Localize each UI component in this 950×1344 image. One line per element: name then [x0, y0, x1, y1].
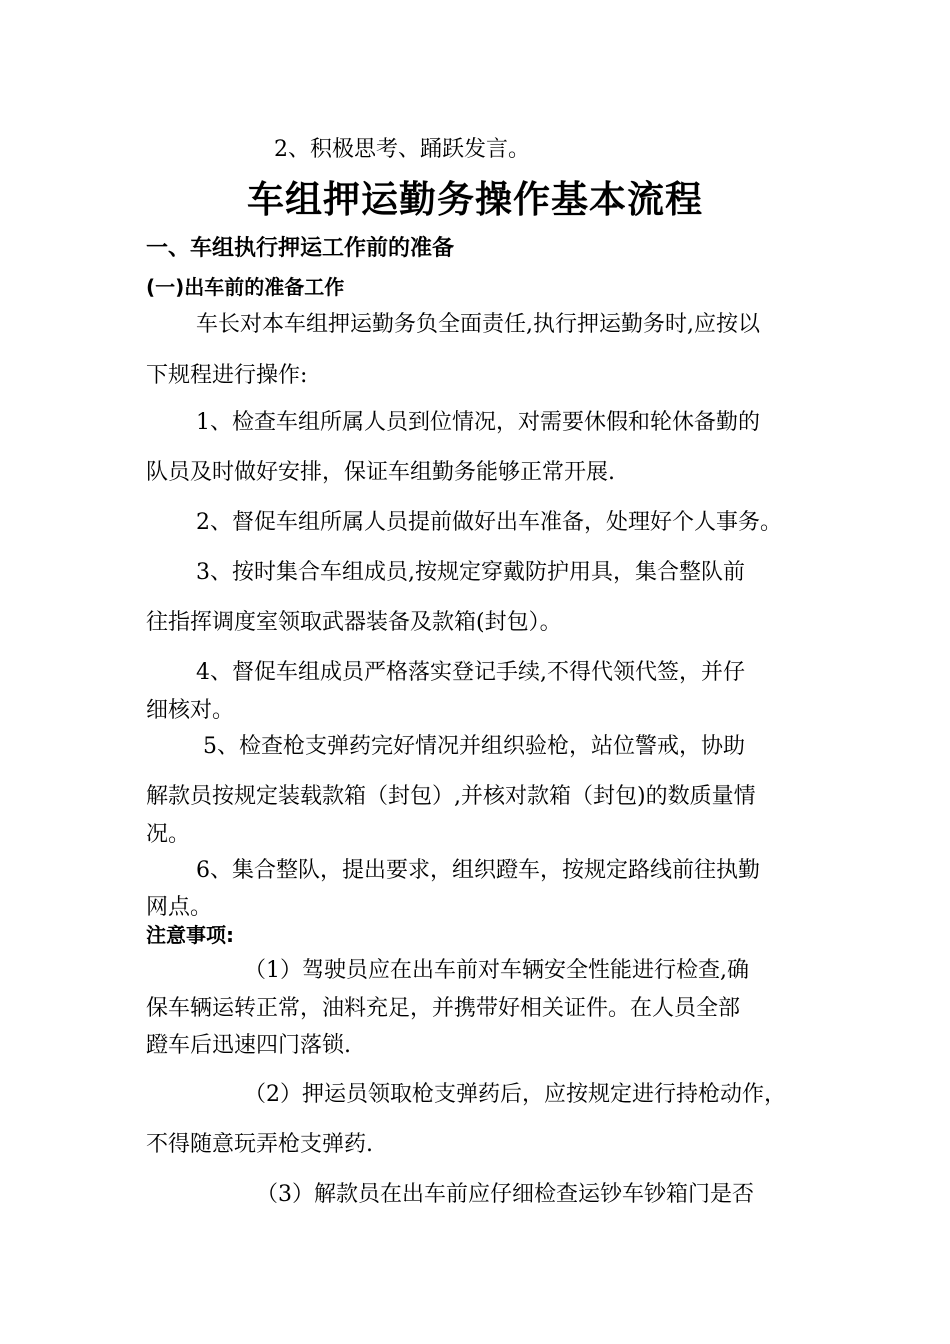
list-item-line: 4、督促车组成员严格落实登记手续,不得代领代签，并仔 — [196, 660, 745, 685]
note-line: （1）驾驶员应在出车前对车辆安全性能进行检查,确 — [244, 958, 749, 983]
note-line: （3）解款员在出车前应仔细检查运钞车钞箱门是否 — [256, 1182, 754, 1207]
list-item-line: 6、集合整队，提出要求，组织蹬车，按规定路线前往执勤 — [196, 858, 760, 883]
list-item-line: 3、按时集合车组成员,按规定穿戴防护用具，集合整队前 — [196, 560, 745, 585]
note-line: 蹬车后迅速四门落锁. — [146, 1033, 351, 1058]
list-item-line: 往指挥调度室领取武器装备及款箱(封包）。 — [146, 610, 562, 635]
note-line: 不得随意玩弄枪支弹药. — [146, 1132, 373, 1157]
list-item-line: 2、督促车组所属人员提前做好出车准备，处理好个人事务。 — [196, 510, 782, 535]
note-line: 保车辆运转正常，油料充足，并携带好相关证件。在人员全部 — [146, 996, 741, 1021]
paragraph-line: 下规程进行操作: — [146, 363, 308, 388]
list-item-line: 细核对。 — [146, 698, 235, 723]
list-item-line: 5、检查枪支弹药完好情况并组织验枪，站位警戒，协助 — [203, 734, 745, 759]
document-title: 车组押运勤务操作基本流程 — [247, 178, 703, 221]
list-item-line: 1、检查车组所属人员到位情况，对需要休假和轮休备勤的 — [196, 410, 760, 435]
note-line: （2）押运员领取枪支弹药后，应按规定进行持枪动作， — [244, 1082, 786, 1107]
intro-list-item: 2、积极思考、踊跃发言。 — [274, 137, 530, 162]
list-item-line: 况。 — [146, 822, 191, 847]
section-heading: 一、车组执行押运工作前的准备 — [146, 236, 455, 261]
list-item-line: 解款员按规定装载款箱（封包）,并核对款箱（封包)的数质量情 — [146, 784, 756, 809]
list-item-line: 网点。 — [146, 895, 213, 920]
notes-heading: 注意事项: — [146, 923, 234, 947]
subsection-heading: (一)出车前的准备工作 — [146, 275, 345, 299]
paragraph-line: 车长对本车组押运勤务负全面责任,执行押运勤务时,应按以 — [196, 312, 760, 337]
list-item-line: 队员及时做好安排，保证车组勤务能够正常开展. — [146, 460, 615, 485]
